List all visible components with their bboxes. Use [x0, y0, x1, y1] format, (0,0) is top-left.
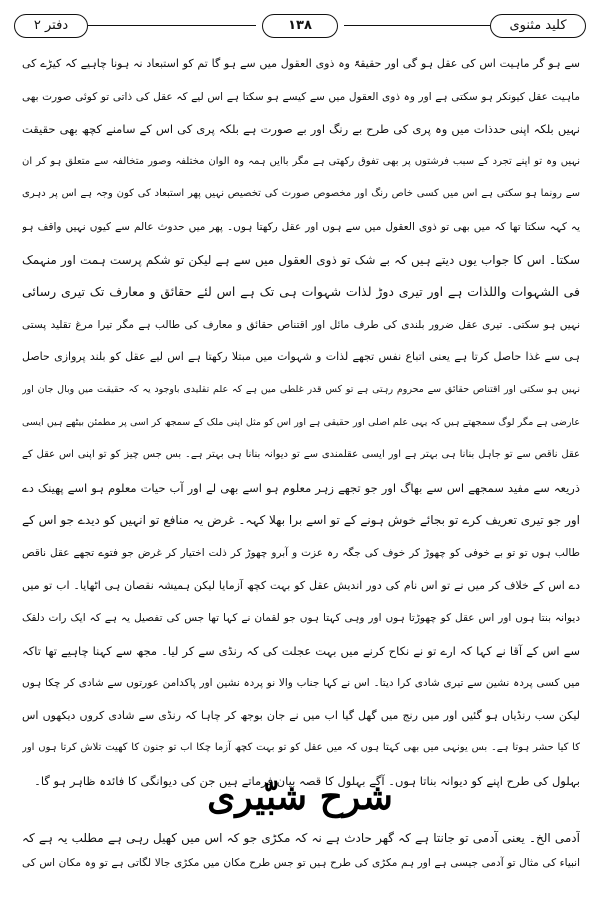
commentary-line: آدمی الخ۔ یعنی آدمی تو جانتا ہے کہ گھر حادث ہے نہ کہ مکڑی جو کہ اس میں کھیل رہی ہے مطلب یہ ہے کہ — [22, 831, 580, 845]
text-line: لیکن سب رنڈیاں ہو گئیں اور میں رنج میں گھل گیا اب میں نے جان بوجھ کر چاہا کہ رنڈی سے شادی کروں دیکھوں اس — [22, 708, 580, 722]
text-line: سکتا۔ اس کا جواب یوں دیتے ہیں کہ بے شک تو ذوی العقول میں سے ہے لیکن تو شکم پرست ہمت اور منہمک — [22, 252, 580, 267]
text-line: یہ کہہ سکتا تھا کہ میں بھی تو ذوی العقول میں سے ہوں اور عقل رکھتا ہوں۔ پھر میں حدوث عالم سے کیوں نہیں واقف ہو — [22, 220, 580, 233]
page-header — [14, 8, 586, 46]
text-line: نہیں بلکہ اپنی حدذات میں وہ پری کی طرح بے رنگ اور بے صورت ہے بلکہ پری کی اس کے سامنے کچھ بھی حقیقت — [22, 122, 580, 137]
text-line: دیوانہ بنتا ہوں اور اس عقل کو چھوڑتا ہوں اور وہی کہتا ہوں جو لقمان نے کہا تھا جس کی تفصیل یہ ہے کہ ایک رات دلقک — [22, 612, 580, 625]
main-text — [22, 48, 580, 798]
text-line: ہی سے غذا حاصل کرتا ہے یعنی اتباع نفس تجھے لذات و شہوات میں مبتلا رکھتا ہے اس لیے عقل کو بلند پروازی حاصل — [22, 350, 580, 364]
text-line: اور جو تیری تعریف کرے تو بجائے خوش ہونے کے تو اسے برا بھلا کہہ۔ غرض یہ منافع تو انہیں کو دیدے جو اس کے — [22, 513, 580, 528]
text-line: سے رونما ہو سکتی ہے اس میں کسی خاص رنگ اور مخصوص صورت کی تخصیص نہیں پھر استبعاد کی کون وجہ ہے اس پر دہری — [22, 188, 580, 200]
text-line: نہیں وہ تو اپنے تجرد کے سبب فرشتوں پر بھی تفوق رکھتی ہے مگر باایں ہمہ وہ الوان مختلفہ وصور متخالفہ سے متعلق ہو کر ان — [22, 155, 580, 167]
section-heading: شرح شبّیری — [207, 776, 393, 818]
commentary-text — [22, 826, 580, 876]
page-number: ۱۳۸ — [262, 14, 338, 38]
text-line: میں کسی پردہ نشین سے تیری شادی کرا دیتا۔ اس نے کہا جناب والا نو پردہ نشین اور پاکدامن عورتوں سے شادی کر چکا ہوں — [22, 677, 580, 690]
header-rule-right — [344, 25, 490, 26]
text-line: ذریعہ سے مفید سمجھے اس سے بھاگ اور جو تجھے زہر معلوم ہو اسے بھی لے اور آب حیات معلوم ہو اسے پھینک دے — [22, 480, 580, 495]
text-line: نہیں ہو سکتی۔ تیری عقل ضرور بلندی کی طرف مائل اور اقتناص حقائق و معارف کی طالب ہے مگر تیرا مرغ تقلید پستی — [22, 318, 580, 331]
text-line: بہلول کی طرح اپنے کو دیوانہ بناتا ہوں۔ آگے بہلول کا قصہ بیان فرماتے ہیں جن کی دیوانگی کا فائدہ ظاہر ہو گا۔ — [34, 774, 580, 789]
text-line: طالب ہوں تو تو بے خوفی کو چھوڑ کر خوف کی جگہ رہ عزت و آبرو چھوڑ کر ذلت اختیار کر غرض جو فتوے تجھے عقل ناقص — [22, 546, 580, 559]
text-line: عارضی ہے مگر لوگ سمجھتے ہیں کہ یہی علم اصلی اور حقیقی ہے اور اس کو مثل اپنی ملک کے سمجھ کر اسی پر مطمئن بیٹھے ہیں ایسی — [22, 416, 580, 428]
commentary-line: انبیاء کی مثال تو آدمی جیسی ہے اور ہم مکڑی کی طرح ہیں تو جس طرح مکان میں مکڑی جالا لگاتی ہے تو وہ مکان اس کی — [22, 857, 580, 869]
text-line: عقل ناقص سے تو جاہل بنانا ہی بہتر ہے اور ایسی عقلمندی سے تو دیوانہ بنانا ہی بہتر ہے۔ بس جس چیز کو تو اپنی اس عقل کے — [22, 449, 580, 461]
book-title-label: کلید مثنوی — [490, 14, 586, 38]
text-line: فی الشہوات واللذات ہے اور تیری دوڑ لذات شہوات ہی تک ہے اس لئے حقائق و معارف تک تیری رسائی — [22, 284, 580, 300]
text-line: نہیں ہو سکتی اور اقتناص حقائق سے محروم رہتی ہے تو کس قدر غلطی میں ہے کہ علم تقلیدی باوجود یہ کہ حقیقت میں وبال جان اور — [22, 383, 580, 395]
text-line: ماہیت عقل کیونکر ہو سکتی ہے اور وہ ذوی العقول میں سے کیسے ہو سکتا ہے اس لیے کہ عقل کی ذاتی تو کوئی صورت بھی — [22, 90, 580, 103]
volume-label: دفتر ۲ — [14, 14, 88, 38]
text-line: کا کیا حشر ہوتا ہے۔ بس یونہی میں بھی کہتا ہوں کہ میں عقل کو تو بہت کچھ آزما چکا اب تو جنون کا کھیت تلاش کرتا ہوں اور — [22, 742, 580, 754]
header-rule-left — [88, 25, 256, 26]
text-line: دے اس کے خلاف کر میں نے تو اس نام کی دور اندیش عقل کو بہت کچھ آزمایا لیکن ہمیشہ نقصان ہی اٹھایا۔ اب تو میں — [22, 578, 580, 592]
text-line: سے اس کے آقا نے کہا کہ ارے تو نے نکاح کرنے میں بہت عجلت کی کہ رنڈی سے کر لیا۔ مجھ سے کہنا چاہیے تھا تاکہ — [22, 643, 580, 658]
text-line: سے ہو گر ماہیت اس کی عقل ہو گی اور حقیقۃً وہ ذوی العقول میں سے ہو گا تم کو استبعاد نہ ہونا چاہیے کہ کیڑے کی — [22, 57, 580, 70]
